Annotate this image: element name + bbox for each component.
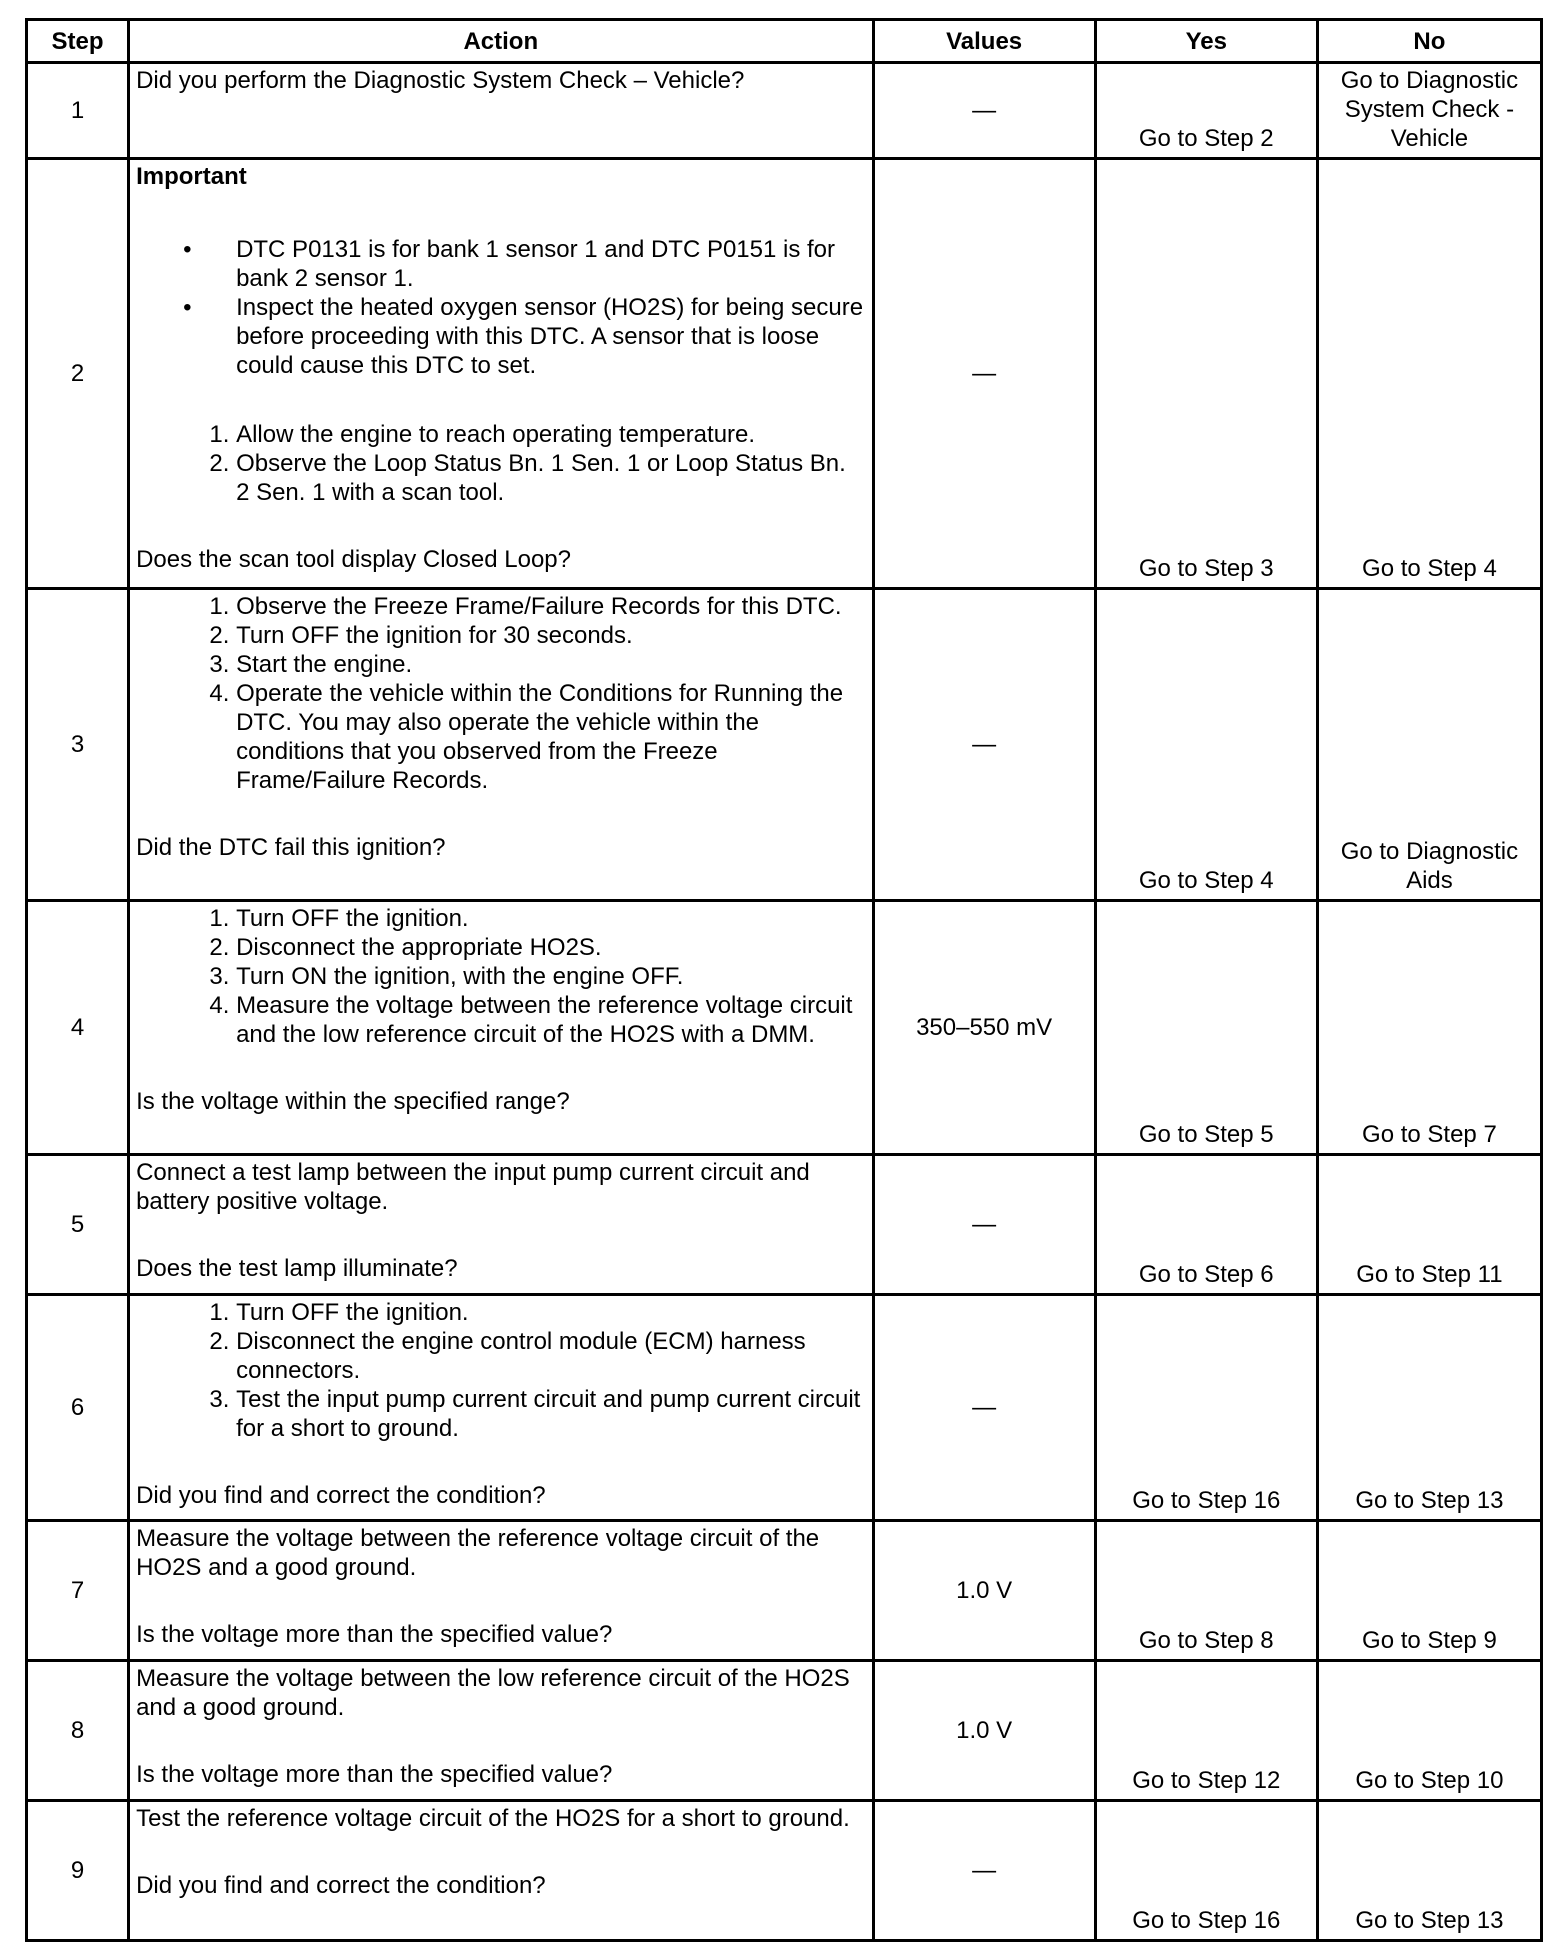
action-text: Test the reference voltage circuit of the HO2S for a short to ground. — [136, 1805, 850, 1832]
step-number: 9 — [27, 1801, 129, 1941]
table-row — [27, 159, 1542, 589]
procedure-step: 1. Observe the Freeze Frame/Failure Records for this DTC. — [236, 592, 865, 621]
no-link: Go to Step 13 — [1355, 1487, 1504, 1514]
no-link: Go to Step 7 — [1362, 1121, 1497, 1148]
header-no: No — [1317, 20, 1541, 63]
value-cell: — — [873, 589, 1095, 901]
action-cell — [129, 1155, 873, 1295]
action-text: Measure the voltage between the reference voltage circuit of the HO2S and a good ground. — [136, 1525, 820, 1581]
step-number: 2 — [27, 159, 129, 589]
no-link: Go to Step 13 — [1355, 1907, 1504, 1934]
no-cell — [1317, 1295, 1541, 1521]
table-row — [27, 1661, 1542, 1801]
value-cell: 1.0 V — [873, 1661, 1095, 1801]
action-cell — [129, 589, 873, 901]
table-row — [27, 1521, 1542, 1661]
yes-link: Go to Step 5 — [1138, 1121, 1274, 1148]
procedure-step: 1. Turn OFF the ignition. — [236, 1298, 865, 1327]
step-number: 1 — [27, 63, 129, 159]
no-link: Go to Diagnostic System Check - Vehicle — [1340, 67, 1519, 152]
yes-link: Go to Step 12 — [1132, 1767, 1281, 1794]
yes-cell — [1095, 589, 1317, 901]
no-link: Go to Step 10 — [1355, 1767, 1504, 1794]
no-cell — [1317, 589, 1541, 901]
procedure-step: 2. Turn OFF the ignition for 30 seconds. — [236, 621, 865, 650]
header-values: Values — [873, 20, 1095, 63]
value-cell: — — [873, 63, 1095, 159]
step-number: 4 — [27, 901, 129, 1155]
value-cell: 1.0 V — [873, 1521, 1095, 1661]
yes-cell — [1095, 63, 1317, 159]
action-question: Is the voltage within the specified range? — [136, 1088, 570, 1115]
no-link: Go to Step 9 — [1362, 1627, 1497, 1654]
action-question: Does the test lamp illuminate? — [136, 1255, 458, 1282]
procedure-step: 2. Disconnect the engine control module (ECM) harness connectors. — [236, 1327, 865, 1385]
procedure-step: 2. Observe the Loop Status Bn. 1 Sen. 1 or Loop Status Bn. 2 Sen. 1 with a scan tool. — [236, 449, 865, 507]
header-yes: Yes — [1095, 20, 1317, 63]
no-link: Go to Diagnostic Aids — [1340, 838, 1519, 894]
action-question: Is the voltage more than the specified value? — [136, 1761, 613, 1788]
yes-link: Go to Step 8 — [1138, 1627, 1274, 1654]
step-number: 6 — [27, 1295, 129, 1521]
table-row — [27, 589, 1542, 901]
yes-cell — [1095, 1661, 1317, 1801]
yes-link: Go to Step 6 — [1138, 1261, 1274, 1288]
yes-link: Go to Step 16 — [1132, 1487, 1281, 1514]
step-number: 8 — [27, 1661, 129, 1801]
step-number: 3 — [27, 589, 129, 901]
action-cell — [129, 1801, 873, 1941]
yes-link: Go to Step 2 — [1138, 125, 1274, 152]
yes-link: Go to Step 16 — [1132, 1907, 1281, 1934]
header-action: Action — [129, 20, 873, 63]
no-link: Go to Step 4 — [1362, 555, 1497, 582]
no-cell — [1317, 1155, 1541, 1295]
action-cell — [129, 901, 873, 1155]
yes-cell — [1095, 1295, 1317, 1521]
action-text: Connect a test lamp between the input pump current circuit and battery positive voltage. — [136, 1159, 810, 1215]
important-bullets — [136, 235, 865, 380]
value-cell: — — [873, 1155, 1095, 1295]
table-header-row — [27, 20, 1542, 63]
no-cell — [1317, 63, 1541, 159]
procedure-step: 1. Allow the engine to reach operating temperature. — [236, 420, 865, 449]
procedure-step: 4. Measure the voltage between the reference voltage circuit and the low reference circuit of the HO2S with a DMM. — [236, 991, 865, 1049]
action-text: Measure the voltage between the low reference circuit of the HO2S and a good ground. — [136, 1665, 850, 1721]
action-cell — [129, 159, 873, 589]
yes-cell — [1095, 1521, 1317, 1661]
header-step: Step — [27, 20, 129, 63]
no-cell — [1317, 1521, 1541, 1661]
action-question: Does the scan tool display Closed Loop? — [136, 546, 572, 573]
action-cell — [129, 1661, 873, 1801]
yes-link: Go to Step 4 — [1138, 867, 1274, 894]
procedure-steps — [136, 1298, 865, 1443]
procedure-step: 2. Disconnect the appropriate HO2S. — [236, 933, 865, 962]
table-row — [27, 1155, 1542, 1295]
no-cell — [1317, 901, 1541, 1155]
value-cell: — — [873, 1801, 1095, 1941]
yes-cell — [1095, 159, 1317, 589]
no-cell — [1317, 159, 1541, 589]
action-cell — [129, 63, 873, 159]
bullet-item: • Inspect the heated oxygen sensor (HO2S) for being secure before proceeding with this DTC. A sensor that is loose could cause this DTC to set. — [236, 293, 865, 380]
value-cell: — — [873, 1295, 1095, 1521]
yes-cell — [1095, 901, 1317, 1155]
table-row — [27, 901, 1542, 1155]
diagnostic-table — [25, 18, 1543, 1942]
table-row — [27, 63, 1542, 159]
action-cell — [129, 1295, 873, 1521]
action-question: Did the DTC fail this ignition? — [136, 834, 446, 861]
procedure-step: 4. Operate the vehicle within the Conditions for Running the DTC. You may also operate the vehicle within the conditions that you observed from the Freeze Frame/Failure Records. — [236, 679, 865, 795]
value-cell: 350–550 mV — [873, 901, 1095, 1155]
value-cell: — — [873, 159, 1095, 589]
procedure-steps — [136, 592, 865, 795]
procedure-step: 1. Turn OFF the ignition. — [236, 904, 865, 933]
bullet-item: • DTC P0131 is for bank 1 sensor 1 and DTC P0151 is for bank 2 sensor 1. — [236, 235, 865, 293]
procedure-step: 3. Turn ON the ignition, with the engine OFF. — [236, 962, 865, 991]
no-cell — [1317, 1661, 1541, 1801]
step-number: 5 — [27, 1155, 129, 1295]
action-question: Is the voltage more than the specified value? — [136, 1621, 613, 1648]
yes-cell — [1095, 1801, 1317, 1941]
procedure-steps — [136, 904, 865, 1049]
table-row — [27, 1801, 1542, 1941]
step-number: 7 — [27, 1521, 129, 1661]
yes-cell — [1095, 1155, 1317, 1295]
diagnostic-table-sheet — [25, 18, 1543, 1942]
important-label: Important — [136, 163, 247, 190]
procedure-step: 3. Start the engine. — [236, 650, 865, 679]
action-text: Did you perform the Diagnostic System Check – Vehicle? — [136, 67, 745, 94]
action-question: Did you find and correct the condition? — [136, 1872, 546, 1899]
no-cell — [1317, 1801, 1541, 1941]
table-row — [27, 1295, 1542, 1521]
action-cell — [129, 1521, 873, 1661]
yes-link: Go to Step 3 — [1138, 555, 1274, 582]
no-link: Go to Step 11 — [1356, 1261, 1503, 1288]
procedure-steps — [136, 420, 865, 507]
procedure-step: 3. Test the input pump current circuit and pump current circuit for a short to ground. — [236, 1385, 865, 1443]
action-question: Did you find and correct the condition? — [136, 1482, 546, 1509]
